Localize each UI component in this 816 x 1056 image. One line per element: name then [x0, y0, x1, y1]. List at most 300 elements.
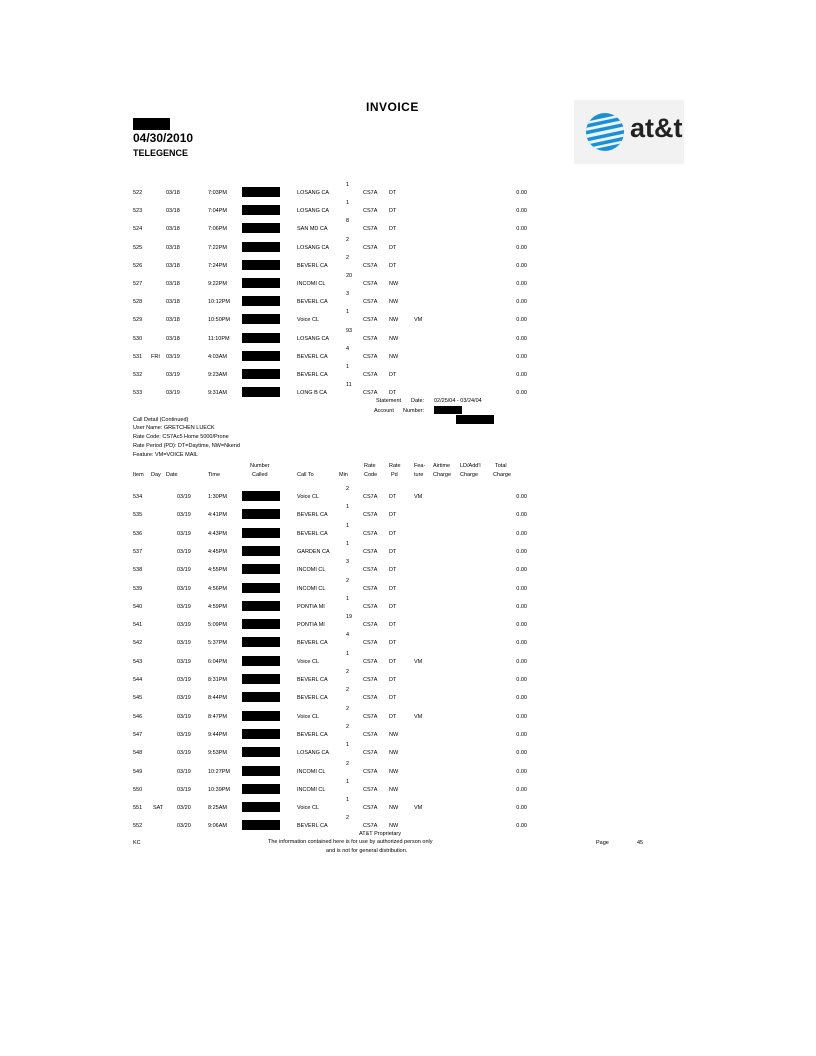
- call-minutes: 2: [346, 577, 350, 584]
- call-time: 9:44PM: [208, 731, 227, 738]
- col-item: Item: [133, 472, 144, 478]
- call-time: 4:43PM: [208, 530, 227, 537]
- rate-period: Rate Period (PD): DT=Daytime, NW=Nkend: [133, 443, 240, 449]
- rate-period: NW: [389, 768, 399, 775]
- rate-code: CS7A: [363, 372, 378, 378]
- call-minutes: 1: [346, 540, 350, 547]
- rate-period: DT: [389, 622, 397, 629]
- number-called-redaction: [242, 601, 280, 611]
- call-to: LONG B CA: [297, 390, 327, 397]
- account-redaction-2: [456, 415, 494, 424]
- number-called-redaction: [242, 205, 280, 215]
- number-called-redaction: [242, 260, 280, 270]
- col-airtime-charge: Charge: [433, 472, 452, 478]
- call-minutes: 8: [346, 218, 350, 225]
- call-time: 4:41PM: [208, 512, 227, 519]
- call-minutes: 2: [346, 760, 350, 767]
- total-charge: 0.00: [516, 585, 527, 592]
- call-to: BEVERL CA: [297, 299, 328, 306]
- rate-period: NW: [389, 786, 399, 793]
- number-called-redaction: [242, 729, 280, 739]
- col-rate-pd-top: Rate: [389, 463, 401, 469]
- call-to: LOSANG CA: [297, 190, 330, 196]
- call-to: BEVERL CA: [297, 695, 328, 702]
- rate-code: CS7A: [363, 731, 378, 738]
- number-called-redaction: [242, 242, 280, 252]
- number-called-redaction: [242, 637, 280, 647]
- call-time: 10:50PM: [208, 317, 231, 324]
- call-item: 526: [133, 262, 143, 269]
- call-item: 541: [133, 622, 143, 629]
- number-called-redaction: [242, 369, 280, 379]
- call-item: 551: [133, 805, 143, 812]
- rate-code: CS7A: [363, 786, 378, 793]
- rate-period: NW: [389, 750, 399, 757]
- total-charge: 0.00: [516, 190, 527, 196]
- call-item: 525: [133, 244, 143, 251]
- statement-label: Statement: [376, 398, 402, 404]
- call-minutes: 1: [346, 200, 350, 207]
- call-item: 527: [133, 281, 143, 287]
- call-time: 10:39PM: [208, 786, 231, 793]
- call-date: 03/18: [166, 208, 180, 215]
- rate-code: CS7A: [363, 677, 378, 683]
- call-to: LOSANG CA: [297, 244, 330, 251]
- total-charge: 0.00: [516, 640, 527, 647]
- call-row: [0, 797, 816, 825]
- call-item: 536: [133, 530, 143, 537]
- rate-code: CS7A: [363, 603, 378, 610]
- call-minutes: 1: [346, 650, 350, 657]
- total-charge: 0.00: [516, 622, 527, 629]
- col-airtime: Airtime: [433, 463, 451, 469]
- call-time: 5:37PM: [208, 640, 227, 647]
- call-to: BEVERL CA: [297, 731, 328, 738]
- call-row: [0, 778, 816, 807]
- rate-code: CS7A: [363, 208, 378, 215]
- call-time: 5:09PM: [208, 622, 227, 629]
- rate-period: DT: [389, 713, 397, 720]
- rate-code: CS7A: [363, 823, 378, 830]
- call-time: 8:44PM: [208, 695, 227, 702]
- call-to: INCOMI CL: [297, 768, 326, 775]
- rate-period: DT: [389, 372, 397, 378]
- rate-code: CS7A: [363, 695, 378, 702]
- call-to: INCOMI CL: [297, 567, 326, 574]
- call-time: 9:22PM: [208, 281, 227, 287]
- call-time: 7:06PM: [208, 226, 227, 233]
- call-minutes: 2: [346, 236, 350, 243]
- call-row: [0, 182, 816, 210]
- total-charge: 0.00: [516, 695, 527, 702]
- rate-period: DT: [389, 226, 397, 233]
- col-called: Called: [252, 472, 268, 478]
- call-item: 544: [133, 677, 143, 683]
- number-called-redaction: [242, 546, 280, 556]
- number-called-redaction: [242, 509, 280, 519]
- call-to: INCOMI CL: [297, 585, 326, 592]
- rate-code: CS7A: [363, 390, 378, 397]
- call-row: [0, 522, 816, 551]
- call-item: 535: [133, 512, 143, 519]
- number-called-redaction: [242, 528, 280, 538]
- call-item: 522: [133, 190, 143, 196]
- rate-period: DT: [389, 567, 397, 574]
- rate-code: CS7A: [363, 567, 378, 574]
- account-number-label: Number:: [403, 408, 425, 414]
- call-item: 533: [133, 390, 143, 397]
- call-minutes: 1: [346, 742, 350, 749]
- rate-period: DT: [389, 658, 397, 665]
- call-item: 538: [133, 567, 143, 574]
- call-date: 03/19: [177, 640, 191, 647]
- rate-code: Rate Code: CS7Ac5 Home 5000/Prone: [133, 434, 229, 440]
- call-minutes: 2: [346, 723, 350, 730]
- rate-code: CS7A: [363, 713, 378, 720]
- call-item: 532: [133, 372, 143, 378]
- call-row: [0, 218, 816, 246]
- call-minutes: 4: [346, 632, 350, 639]
- rate-period: DT: [389, 530, 397, 537]
- call-to: LOSANG CA: [297, 208, 330, 215]
- call-row: [0, 705, 816, 734]
- call-to: Voice CL: [297, 713, 320, 720]
- total-charge: 0.00: [516, 713, 527, 720]
- call-row: [0, 504, 816, 532]
- number-called-redaction: [242, 491, 280, 501]
- number-called-redaction: [242, 278, 280, 288]
- rate-period: DT: [389, 244, 397, 251]
- call-time: 7:04PM: [208, 208, 227, 215]
- call-time: 10:27PM: [208, 768, 231, 775]
- call-row: [0, 364, 816, 392]
- rate-code: CS7A: [363, 317, 378, 324]
- call-to: Voice CL: [297, 494, 320, 500]
- col-feature: ture: [414, 472, 424, 478]
- call-to: BEVERL CA: [297, 262, 328, 269]
- rate-period: NW: [389, 299, 399, 306]
- rate-period: DT: [389, 390, 397, 397]
- call-to: PONTIA MI: [297, 603, 325, 610]
- call-date: 03/19: [177, 494, 191, 500]
- call-item: 549: [133, 768, 143, 775]
- call-date: 03/19: [177, 585, 191, 592]
- feature: VM: [414, 713, 423, 720]
- call-time: 4:56PM: [208, 585, 227, 592]
- call-minutes: 11: [346, 382, 352, 389]
- call-date: 03/18: [166, 244, 180, 251]
- rate-period: DT: [389, 548, 397, 555]
- col-day: Day: [151, 472, 161, 478]
- account-label: Account: [374, 408, 394, 414]
- call-row: [0, 559, 816, 587]
- call-item: 537: [133, 548, 143, 555]
- call-to: SAN MD CA: [297, 226, 328, 233]
- call-to: INCOMI CL: [297, 786, 326, 793]
- number-called-redaction: [242, 674, 280, 684]
- call-to: BEVERL CA: [297, 512, 328, 519]
- col-number: Number: [250, 463, 270, 469]
- rate-code: CS7A: [363, 190, 378, 196]
- call-date: 03/19: [177, 548, 191, 555]
- total-charge: 0.00: [516, 731, 527, 738]
- total-charge: 0.00: [516, 208, 527, 215]
- user-name: User Name: GRETCHEN LUECK: [133, 425, 215, 431]
- call-row: [0, 742, 816, 770]
- number-called-redaction: [242, 711, 280, 721]
- call-date: 03/18: [166, 299, 180, 306]
- rate-code: CS7A: [363, 750, 378, 757]
- call-minutes: 20: [346, 273, 353, 279]
- call-item: 529: [133, 317, 143, 324]
- call-item: 528: [133, 299, 143, 306]
- call-row: [0, 236, 816, 265]
- call-item: 550: [133, 786, 143, 793]
- rate-period: NW: [389, 335, 399, 342]
- number-called-redaction: [242, 784, 280, 794]
- call-row: [0, 254, 816, 283]
- rate-code: CS7A: [363, 335, 378, 342]
- call-item: 545: [133, 695, 143, 702]
- account-redaction: [434, 406, 462, 414]
- call-item: 543: [133, 658, 143, 665]
- number-called-redaction: [242, 656, 280, 666]
- call-time: 9:06AM: [208, 823, 227, 830]
- col-rate-code: Code: [364, 472, 378, 478]
- att-logo: [574, 100, 684, 164]
- rate-code: CS7A: [363, 494, 378, 500]
- call-item: 547: [133, 731, 143, 738]
- call-row: [0, 760, 816, 789]
- rate-period: DT: [389, 640, 397, 647]
- col-total: Total: [495, 463, 507, 469]
- total-charge: 0.00: [516, 512, 527, 519]
- call-minutes: 2: [346, 486, 350, 492]
- rate-code: CS7A: [363, 226, 378, 233]
- call-item: 542: [133, 640, 143, 647]
- call-to: BEVERL CA: [297, 677, 328, 683]
- call-minutes: 1: [346, 309, 350, 316]
- call-time: 8:31PM: [208, 677, 227, 683]
- rate-code: CS7A: [363, 530, 378, 537]
- call-date: 03/19: [177, 713, 191, 720]
- call-row: [0, 273, 816, 301]
- call-row: [0, 486, 816, 514]
- company-name: TELEGENCE: [133, 148, 189, 158]
- call-date: 03/19: [166, 353, 180, 360]
- total-charge: 0.00: [516, 548, 527, 555]
- page-number: 45: [637, 840, 644, 846]
- call-minutes: 1: [346, 778, 350, 785]
- call-date: 03/18: [166, 317, 180, 324]
- number-called-redaction: [242, 333, 280, 343]
- call-date: 03/18: [166, 190, 180, 196]
- logo-wordmark: at&t: [630, 113, 683, 143]
- call-time: 10:12PM: [208, 299, 231, 306]
- call-date: 03/19: [177, 768, 191, 775]
- col-feature-top: Fea-: [414, 463, 426, 469]
- col-time: Time: [208, 472, 221, 478]
- rate-period: DT: [389, 190, 397, 196]
- call-item: 540: [133, 603, 143, 610]
- call-time: 8:47PM: [208, 713, 227, 720]
- total-charge: 0.00: [516, 786, 527, 793]
- statement-date-value: 02/25/04 - 03/24/04: [434, 398, 482, 404]
- feature: VM: [414, 317, 423, 324]
- call-minutes: 93: [346, 327, 353, 334]
- col-ld-addl: LD/Add'l: [460, 463, 481, 469]
- call-item: 552: [133, 823, 143, 830]
- number-called-redaction: [242, 692, 280, 702]
- call-date: 03/19: [177, 695, 191, 702]
- call-minutes: 2: [346, 815, 350, 822]
- number-called-redaction: [242, 583, 280, 593]
- call-time: 4:59PM: [208, 603, 227, 610]
- call-row: [0, 614, 816, 642]
- number-called-redaction: [242, 314, 280, 324]
- total-charge: 0.00: [516, 317, 527, 324]
- call-date: 03/18: [166, 335, 180, 342]
- call-date: 03/19: [177, 512, 191, 519]
- total-charge: 0.00: [516, 372, 527, 378]
- number-called-redaction: [242, 223, 280, 233]
- call-date: 03/19: [177, 750, 191, 757]
- feature: VM: [414, 805, 423, 812]
- total-charge: 0.00: [516, 603, 527, 610]
- call-to: Voice CL: [297, 805, 320, 812]
- call-item: 539: [133, 585, 143, 592]
- number-called-redaction: [242, 351, 280, 361]
- col-date: Date: [166, 472, 178, 478]
- call-date: 03/18: [166, 226, 180, 233]
- call-item: 546: [133, 713, 143, 720]
- col-rate-code-top: Rate: [364, 463, 376, 469]
- total-charge: 0.00: [516, 677, 527, 683]
- call-time: 9:23AM: [208, 372, 227, 378]
- number-called-redaction: [242, 619, 280, 629]
- rate-period: DT: [389, 695, 397, 702]
- call-time: 4:03AM: [208, 353, 227, 360]
- call-date: 03/18: [166, 281, 180, 287]
- att-globe-icon: [585, 112, 625, 152]
- total-charge: 0.00: [516, 530, 527, 537]
- rate-period: DT: [389, 603, 397, 610]
- call-to: PONTIA MI: [297, 622, 325, 629]
- feature: VM: [414, 494, 423, 500]
- footer-kc: KC: [133, 840, 141, 846]
- call-time: 11:10PM: [208, 335, 230, 342]
- rate-code: CS7A: [363, 299, 378, 306]
- call-to: BEVERL CA: [297, 640, 328, 647]
- call-date: 03/20: [177, 823, 191, 830]
- number-called-redaction: [242, 296, 280, 306]
- rate-period: NW: [389, 823, 399, 830]
- call-item: 534: [133, 494, 143, 500]
- rate-period: NW: [389, 281, 399, 287]
- redaction-block: [133, 118, 170, 130]
- call-row: [0, 200, 816, 228]
- total-charge: 0.00: [516, 262, 527, 269]
- call-time: 6:04PM: [208, 658, 227, 665]
- rate-period: NW: [389, 731, 399, 738]
- call-time: 7:03PM: [208, 190, 227, 196]
- invoice-title: INVOICE: [366, 100, 419, 114]
- call-date: 03/18: [166, 262, 180, 269]
- call-item: 548: [133, 750, 143, 757]
- call-date: 03/19: [177, 622, 191, 629]
- rate-period: NW: [389, 353, 399, 360]
- number-called-redaction: [242, 747, 280, 757]
- number-called-redaction: [242, 802, 280, 812]
- call-row: [0, 650, 816, 679]
- rate-code: CS7A: [363, 353, 378, 360]
- rate-code: CS7A: [363, 281, 378, 287]
- col-min: Min: [339, 472, 348, 478]
- call-time: 8:25AM: [208, 805, 227, 812]
- call-item: 530: [133, 335, 143, 342]
- call-date: 03/19: [177, 530, 191, 537]
- call-minutes: 19: [346, 614, 353, 621]
- call-row: [0, 309, 816, 337]
- call-minutes: 1: [346, 364, 350, 370]
- number-called-redaction: [242, 387, 280, 397]
- call-row: [0, 723, 816, 752]
- call-time: 1:30PM: [208, 494, 227, 500]
- number-called-redaction: [242, 820, 280, 830]
- call-to: BEVERL CA: [297, 530, 328, 537]
- rate-code: CS7A: [363, 548, 378, 555]
- call-time: 4:45PM: [208, 548, 227, 555]
- call-to: LOSANG CA: [297, 335, 330, 342]
- call-to: BEVERL CA: [297, 823, 328, 830]
- total-charge: 0.00: [516, 335, 527, 342]
- rate-period: DT: [389, 262, 397, 269]
- call-to: LOSANG CA: [297, 750, 330, 757]
- total-charge: 0.00: [516, 768, 527, 775]
- call-date: 03/19: [177, 603, 191, 610]
- rate-code: CS7A: [363, 512, 378, 519]
- call-minutes: 1: [346, 797, 350, 804]
- call-minutes: 3: [346, 291, 350, 298]
- call-to: Voice CL: [297, 658, 320, 665]
- total-charge: 0.00: [516, 226, 527, 233]
- rate-code: CS7A: [363, 805, 378, 812]
- col-ld-charge: Charge: [460, 472, 479, 478]
- rate-period: DT: [389, 494, 397, 500]
- col-rate-pd: Pd: [391, 472, 398, 478]
- call-minutes: 2: [346, 687, 350, 694]
- call-date: 03/19: [177, 786, 191, 793]
- total-charge: 0.00: [516, 750, 527, 757]
- call-date: 03/20: [177, 805, 191, 812]
- call-minutes: 2: [346, 669, 350, 675]
- call-time: 7:24PM: [208, 262, 227, 269]
- total-charge: 0.00: [516, 658, 527, 665]
- call-to: BEVERL CA: [297, 353, 328, 360]
- rate-code: CS7A: [363, 640, 378, 647]
- rate-period: NW: [389, 805, 399, 812]
- call-date: 03/19: [177, 731, 191, 738]
- number-called-redaction: [242, 766, 280, 776]
- call-row: [0, 345, 816, 374]
- call-row: [0, 327, 816, 356]
- call-minutes: 1: [346, 182, 350, 188]
- call-item: 524: [133, 226, 143, 233]
- invoice-date: 04/30/2010: [133, 131, 194, 145]
- call-row: [0, 669, 816, 697]
- rate-code: CS7A: [363, 658, 378, 665]
- feature-legend: Feature: VM=VOICE MAIL: [133, 452, 198, 458]
